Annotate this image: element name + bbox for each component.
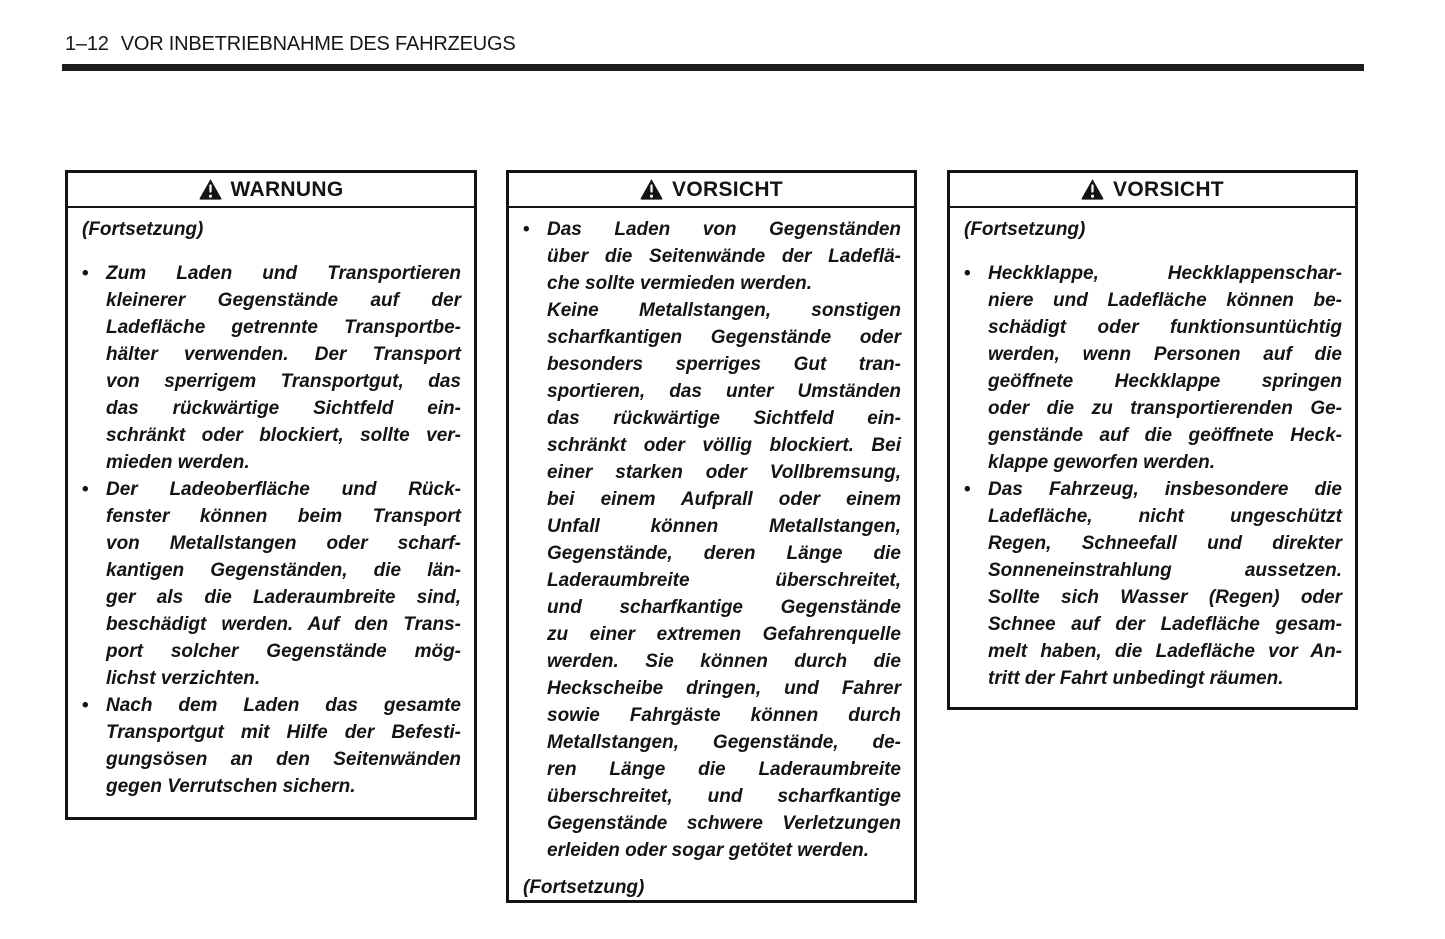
text-line: Zum Laden und Transportieren <box>106 263 461 284</box>
text-line: einer starken oder Vollbremsung, <box>547 462 901 483</box>
warning-triangle-icon <box>199 178 222 201</box>
continuation-label: (Fortsetzung) <box>523 877 645 898</box>
bullet-text <box>106 260 461 476</box>
text-line: genstände auf die geöffnete Heck- <box>988 425 1342 446</box>
warning-box-body <box>68 208 474 800</box>
text-line: besonders sperriges Gut tran- <box>547 354 901 375</box>
text-line: che sollte vermieden werden. <box>547 273 813 294</box>
continuation-note <box>82 216 461 243</box>
text-line: kantigen Gegenständen, die län- <box>106 560 461 581</box>
caution-box-body <box>509 208 914 901</box>
bullet-text <box>988 260 1342 476</box>
warning-box-header <box>68 173 474 208</box>
caution-box-title: VORSICHT <box>1113 177 1224 201</box>
text-line: Laderaumbreite überschreitet, <box>547 570 901 591</box>
text-line: von sperrigem Transportgut, das <box>106 371 461 392</box>
caution-box-continued <box>947 170 1358 710</box>
text-line: über die Seitenwände der Ladeflä- <box>547 246 901 267</box>
text-line: sowie Fahrgäste können durch <box>547 705 901 726</box>
text-line: beschädigt werden. Auf den Trans- <box>106 614 461 635</box>
text-line: Transportgut mit Hilfe der Befesti- <box>106 722 461 743</box>
text-line: geöffnete Heckklappe springen <box>988 371 1342 392</box>
text-line: Sollte sich Wasser (Regen) oder <box>988 587 1342 608</box>
bullet-marker: • <box>82 263 89 284</box>
caution-box <box>506 170 917 903</box>
text-line: Der Ladeoberfläche und Rück- <box>106 479 461 500</box>
text-line: niere und Ladefläche können be- <box>988 290 1342 311</box>
warning-box <box>65 170 477 820</box>
bullet-text <box>106 476 461 692</box>
text-line: schädigt oder funktionsuntüchtig <box>988 317 1342 338</box>
text-line: lichst verzichten. <box>106 668 261 689</box>
text-line: Schnee auf der Ladefläche gesam- <box>988 614 1342 635</box>
text-line: port solcher Gegenstände mög- <box>106 641 461 662</box>
text-line: Nach dem Laden das gesamte <box>106 695 461 716</box>
warning-triangle-icon <box>1081 178 1104 201</box>
text-line: zu einer extremen Gefahrenquelle <box>547 624 901 645</box>
text-line: schränkt oder blockiert, sollte ver- <box>106 425 461 446</box>
text-line: gegen Verrutschen sichern. <box>106 776 356 797</box>
bullet-text <box>106 692 461 800</box>
bullet-text <box>547 216 901 297</box>
continuation-label: (Fortsetzung) <box>82 219 204 240</box>
bullet-marker: • <box>964 263 971 284</box>
bullet-marker: • <box>82 479 89 500</box>
text-line: bei einem Aufprall oder einem <box>547 489 901 510</box>
text-line: das rückwärtige Sichtfeld ein- <box>547 408 901 429</box>
text-line: mieden werden. <box>106 452 250 473</box>
paragraph <box>547 297 901 864</box>
text-line: Heckklappe, Heckklappenschar- <box>988 263 1342 284</box>
text-line: schränkt oder völlig blockiert. Bei <box>547 435 901 456</box>
bullet-marker: • <box>523 219 530 240</box>
text-line: das rückwärtige Sichtfeld ein- <box>106 398 461 419</box>
text-line: Das Fahrzeug, insbesondere die <box>988 479 1342 500</box>
caution-box-header <box>509 173 914 208</box>
bullet-list-item <box>82 260 461 476</box>
text-line: scharfkantigen Gegenstände oder <box>547 327 901 348</box>
header-divider-rule <box>62 64 1364 71</box>
text-line: Gegenstände, deren Länge die <box>547 543 901 564</box>
text-line: Gegenstände schwere Verletzungen <box>547 813 901 834</box>
continuation-note <box>964 216 1342 243</box>
text-line: melt haben, die Ladefläche vor An- <box>988 641 1342 662</box>
text-line: Keine Metallstangen, sonstigen <box>547 300 901 321</box>
text-line: Sonneneinstrahlung aussetzen. <box>988 560 1342 581</box>
text-line: ren Länge die Laderaumbreite <box>547 759 901 780</box>
bullet-list-item <box>523 216 901 297</box>
bullet-marker: • <box>82 695 89 716</box>
caution-box-header <box>950 173 1355 208</box>
text-line: klappe geworfen werden. <box>988 452 1215 473</box>
page-number: 1–12 <box>65 33 109 55</box>
continuation-label: (Fortsetzung) <box>964 219 1086 240</box>
text-line: kleinerer Gegenstände auf der <box>106 290 461 311</box>
text-line: erleiden oder sogar getötet werden. <box>547 840 870 861</box>
text-line: sportieren, das unter Umständen <box>547 381 901 402</box>
bullet-list-item <box>964 260 1342 476</box>
text-line: Metallstangen, Gegenstände, de- <box>547 732 901 753</box>
text-line: ger als die Laderaumbreite sind, <box>106 587 461 608</box>
caution-box-title: VORSICHT <box>672 177 783 201</box>
bullet-list-item <box>82 692 461 800</box>
text-line: gungsösen an den Seitenwänden <box>106 749 461 770</box>
bullet-marker: • <box>964 479 971 500</box>
text-line: von Metallstangen oder scharf- <box>106 533 461 554</box>
text-line: werden, wenn Personen auf die <box>988 344 1342 365</box>
bullet-text <box>988 476 1342 692</box>
page-title <box>65 33 515 56</box>
continuation-note <box>523 874 901 901</box>
text-line: überschreitet, und scharfkantige <box>547 786 901 807</box>
text-line: oder die zu transportierenden Ge- <box>988 398 1342 419</box>
bullet-list-item <box>82 476 461 692</box>
text-line: Regen, Schneefall und direkter <box>988 533 1342 554</box>
warning-triangle-icon <box>640 178 663 201</box>
text-line: fenster können beim Transport <box>106 506 461 527</box>
text-line: Heckscheibe dringen, und Fahrer <box>547 678 901 699</box>
text-line: werden. Sie können durch die <box>547 651 901 672</box>
bullet-list-item <box>964 476 1342 692</box>
caution-box-body <box>950 208 1355 692</box>
text-line: Ladefläche, nicht ungeschützt <box>988 506 1342 527</box>
text-line: und scharfkantige Gegenstände <box>547 597 901 618</box>
warning-box-title: WARNUNG <box>230 177 344 201</box>
text-line: Das Laden von Gegenständen <box>547 219 901 240</box>
text-line: Unfall können Metallstangen, <box>547 516 901 537</box>
text-line: Ladefläche getrennte Transportbe- <box>106 317 461 338</box>
chapter-title: VOR INBETRIEBNAHME DES FAHRZEUGS <box>120 33 516 55</box>
text-line: tritt der Fahrt unbedingt räumen. <box>988 668 1284 689</box>
text-line: hälter verwenden. Der Transport <box>106 344 461 365</box>
